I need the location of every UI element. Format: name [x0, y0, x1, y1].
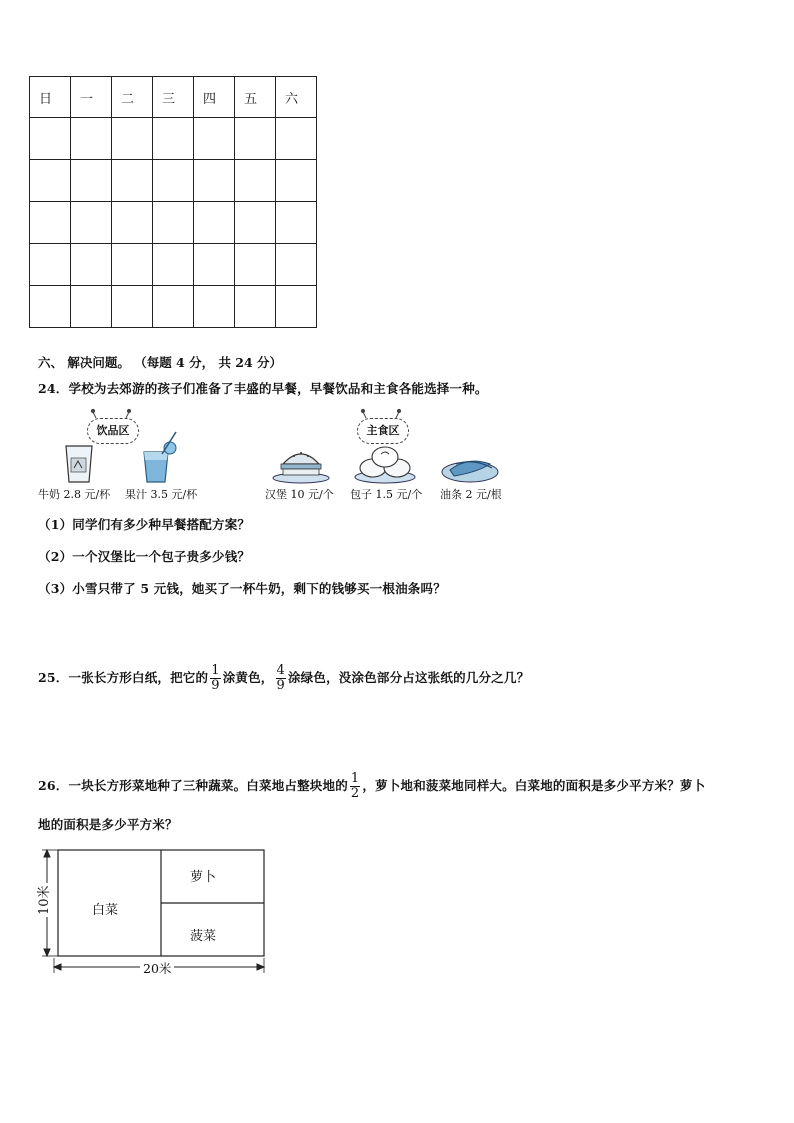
q25-part3: 涂绿色，没涂色部分占这张纸的几分之几？ — [287, 670, 530, 685]
calendar-row — [30, 160, 317, 202]
calendar-cell — [276, 244, 317, 286]
calendar-cell — [71, 160, 112, 202]
calendar-cell — [30, 202, 71, 244]
q26-line1 — [38, 772, 705, 801]
calendar-cell — [276, 202, 317, 244]
calendar-row — [30, 286, 317, 328]
calendar-cell — [112, 202, 153, 244]
radish-label: 萝卜 — [190, 870, 217, 885]
calendar-cell — [153, 202, 194, 244]
calendar-cell — [71, 202, 112, 244]
q26-line2: 地的面积是多少平方米？ — [38, 817, 178, 832]
calendar-cell — [194, 202, 235, 244]
calendar-table — [29, 76, 317, 328]
calendar-cell — [276, 160, 317, 202]
calendar-cell — [30, 244, 71, 286]
calendar-cell — [30, 160, 71, 202]
calendar-cell — [112, 244, 153, 286]
food-tag-antennae-icon — [361, 409, 400, 418]
calendar-row — [30, 202, 317, 244]
q24-stem: 24．学校为去郊游的孩子们准备了丰盛的早餐，早餐饮品和主食各能选择一种。 — [38, 381, 488, 396]
calendar-cell — [194, 244, 235, 286]
q26-part1: 26．一块长方形菜地种了三种蔬菜。白菜地占整块地的 — [38, 778, 348, 793]
calendar-header-wed: 三 — [153, 77, 194, 118]
q26-frac-numerator: 1 — [350, 771, 360, 786]
calendar-cell — [194, 118, 235, 160]
juice-price: 果汁 3.5 元/杯 — [125, 488, 198, 501]
calendar-cell — [30, 286, 71, 328]
calendar-cell — [153, 160, 194, 202]
breakfast-illustrations — [38, 408, 508, 488]
calendar-cell — [194, 286, 235, 328]
calendar-cell — [235, 202, 276, 244]
calendar-cell — [235, 244, 276, 286]
calendar-cell — [276, 118, 317, 160]
calendar-header-row — [30, 77, 317, 118]
q25-fraction-four-ninths — [276, 664, 286, 693]
height-label: 10米 — [33, 883, 52, 917]
q25-fraction-one-ninth — [210, 664, 220, 693]
calendar-cell — [112, 118, 153, 160]
calendar-header-fri: 五 — [235, 77, 276, 118]
milk-price: 牛奶 2.8 元/杯 — [38, 488, 111, 501]
calendar-cell — [235, 118, 276, 160]
q26-frac-denominator: 2 — [350, 786, 360, 801]
calendar-row — [30, 118, 317, 160]
calendar-header-tue: 二 — [112, 77, 153, 118]
calendar-cell — [153, 118, 194, 160]
calendar-cell — [112, 286, 153, 328]
burger-price: 汉堡 10 元/个 — [265, 488, 334, 501]
calendar-header-sun: 日 — [30, 77, 71, 118]
q26-fraction-one-half — [350, 772, 360, 801]
bun-price: 包子 1.5 元/个 — [350, 488, 423, 501]
juice-glass-icon — [144, 432, 176, 482]
calendar-header-thu: 四 — [194, 77, 235, 118]
drink-zone-label: 饮品区 — [96, 424, 130, 437]
drink-tag-antennae-icon — [91, 409, 130, 418]
calendar-cell — [30, 118, 71, 160]
q25-part1: 25．一张长方形白纸，把它的 — [38, 670, 209, 685]
calendar-cell — [235, 286, 276, 328]
calendar-cell — [71, 118, 112, 160]
q24-sub1: （1）同学们有多少种早餐搭配方案？ — [38, 517, 251, 532]
calendar-cell — [153, 244, 194, 286]
calendar-cell — [71, 286, 112, 328]
q24-sub3: （3）小雪只带了 5 元钱，她买了一杯牛奶，剩下的钱够买一根油条吗？ — [38, 581, 446, 596]
calendar-cell — [235, 160, 276, 202]
q26-part2: ，萝卜地和菠菜地同样大。白菜地的面积是多少平方米？萝卜 — [362, 778, 706, 793]
calendar-cell — [71, 244, 112, 286]
q25-frac1-denominator: 9 — [211, 678, 220, 693]
youtiao-price: 油条 2 元/根 — [440, 488, 502, 501]
q24-sub2: （2）一个汉堡比一个包子贵多少钱？ — [38, 549, 251, 564]
q25-part2: 涂黄色， — [222, 670, 274, 685]
q25-frac2-numerator: 4 — [276, 663, 285, 678]
steamed-bun-icon — [355, 447, 415, 483]
q25-frac1-numerator: 1 — [211, 663, 220, 678]
milk-cup-icon — [66, 446, 92, 482]
spinach-label: 菠菜 — [190, 929, 217, 944]
calendar-row — [30, 244, 317, 286]
section-six-title: 六、 解决问题。 （每题 4 分， 共 24 分） — [38, 355, 283, 370]
calendar-cell — [194, 160, 235, 202]
calendar-header-mon: 一 — [71, 77, 112, 118]
youtiao-icon — [442, 461, 498, 482]
burger-icon — [273, 452, 329, 483]
food-zone-label: 主食区 — [366, 424, 400, 437]
q25-text — [38, 664, 529, 693]
calendar-cell — [153, 286, 194, 328]
cabbage-label: 白菜 — [92, 903, 119, 918]
calendar-cell — [112, 160, 153, 202]
q25-frac2-denominator: 9 — [276, 678, 285, 693]
width-label: 20米 — [140, 959, 174, 977]
calendar-header-sat: 六 — [276, 77, 317, 118]
calendar-cell — [276, 286, 317, 328]
